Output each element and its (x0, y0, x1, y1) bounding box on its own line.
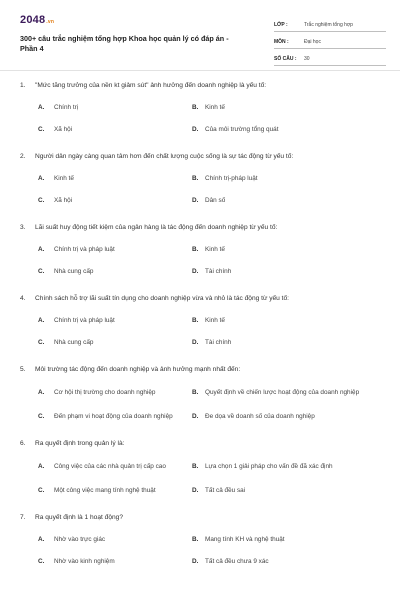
question-4 (20, 294, 390, 303)
question-text: Người dân ngày càng quan tâm hơn đến chất lượng cuộc sống là sự tác động từ yếu tố: (35, 153, 294, 160)
option-letter: A. (38, 317, 45, 324)
option-row (20, 125, 390, 134)
question-text: Môi trường tác động đến doanh nghiệp và ảnh hưởng mạnh nhất đến: (35, 366, 241, 373)
option-b[interactable] (192, 462, 370, 471)
option-row (20, 338, 390, 347)
option-b[interactable] (192, 388, 370, 397)
option-letter: B. (192, 104, 199, 111)
option-letter: C. (38, 413, 45, 420)
option-b[interactable] (192, 103, 370, 112)
option-letter: B. (192, 463, 199, 470)
option-a[interactable] (20, 535, 192, 544)
option-c[interactable] (20, 486, 192, 495)
option-text: Nhà cung cấp (54, 268, 94, 275)
option-letter: D. (192, 487, 199, 494)
question-number: 5. (20, 366, 26, 373)
question-text: Chính sách hỗ trợ lãi suất tín dụng cho doanh nghiệp vừa và nhỏ là tác động từ yếu tố: (35, 295, 289, 302)
option-a[interactable] (20, 462, 192, 471)
option-a[interactable] (20, 103, 192, 112)
meta-row-subject (274, 35, 386, 49)
option-c[interactable] (20, 412, 192, 421)
document-title: 300+ câu trắc nghiệm tổng hợp Khoa học quản lý có đáp án - Phần 4 (20, 34, 229, 53)
option-b[interactable] (192, 535, 370, 544)
option-a[interactable] (20, 316, 192, 325)
option-letter: B. (192, 317, 199, 324)
option-letter: C. (38, 558, 45, 565)
option-text: Tài chính (205, 339, 232, 346)
option-text: Xã hội (54, 197, 73, 204)
option-letter: B. (192, 246, 199, 253)
option-letter: D. (192, 126, 199, 133)
question-1 (20, 81, 390, 90)
meta-key: LỚP : (274, 22, 288, 28)
option-c[interactable] (20, 196, 192, 205)
option-b[interactable] (192, 316, 370, 325)
option-text: Lựa chọn 1 giải pháp cho vấn đề đã xác định (205, 463, 333, 470)
option-text: Cơ hội thị trường cho doanh nghiệp (54, 389, 156, 396)
option-text: Chính trị-pháp luật (205, 175, 258, 182)
option-a[interactable] (20, 174, 192, 183)
meta-value: Đại học (304, 39, 321, 45)
option-text: Kinh tế (205, 104, 225, 111)
option-letter: A. (38, 175, 45, 182)
option-text: Kinh tế (205, 317, 225, 324)
option-text: Chính trị và pháp luật (54, 317, 115, 324)
option-letter: C. (38, 268, 45, 275)
option-text: Một công việc mang tính nghệ thuật (54, 487, 156, 494)
site-logo[interactable] (20, 14, 54, 26)
option-letter: B. (192, 536, 199, 543)
option-text: Chính trị (54, 104, 79, 111)
question-number: 6. (20, 440, 26, 447)
option-d[interactable] (192, 125, 370, 134)
question-5 (20, 365, 390, 374)
question-text: Ra quyết định là 1 hoạt động? (35, 514, 123, 521)
option-b[interactable] (192, 174, 370, 183)
option-row (20, 245, 390, 254)
option-c[interactable] (20, 267, 192, 276)
option-text: Nhờ vào trực giác (54, 536, 106, 543)
option-letter: C. (38, 197, 45, 204)
option-text: Mang tính KH và nghệ thuật (205, 536, 285, 543)
meta-key: SỐ CÂU : (274, 56, 297, 62)
option-letter: D. (192, 413, 199, 420)
option-b[interactable] (192, 245, 370, 254)
option-c[interactable] (20, 557, 192, 566)
option-letter: A. (38, 536, 45, 543)
option-text: Đến phạm vi hoạt động của doanh nghiệp (54, 413, 173, 420)
option-letter: A. (38, 463, 45, 470)
option-c[interactable] (20, 338, 192, 347)
question-number: 3. (20, 224, 26, 231)
meta-row-class (274, 18, 386, 32)
meta-row-count (274, 52, 386, 66)
option-d[interactable] (192, 338, 370, 347)
option-letter: A. (38, 389, 45, 396)
question-number: 4. (20, 295, 26, 302)
meta-value: 30 (304, 56, 310, 62)
option-text: Kinh tế (205, 246, 225, 253)
option-letter: D. (192, 339, 199, 346)
option-d[interactable] (192, 412, 370, 421)
option-c[interactable] (20, 125, 192, 134)
option-a[interactable] (20, 388, 192, 397)
option-letter: A. (38, 104, 45, 111)
question-number: 1. (20, 82, 26, 89)
option-row (20, 196, 390, 205)
question-text: Ra quyết định trong quản lý là: (35, 440, 125, 447)
option-d[interactable] (192, 486, 370, 495)
option-text: Quyết định về chiến lược hoạt động của doanh nghiệp (205, 389, 360, 396)
option-letter: D. (192, 558, 199, 565)
document-meta (274, 18, 386, 69)
option-d[interactable] (192, 267, 370, 276)
option-text: Nhà cung cấp (54, 339, 94, 346)
question-text: Lãi suất huy động tiết kiệm của ngân hàng là tác động đến doanh nghiệp từ yếu tố: (35, 224, 278, 231)
option-row (20, 174, 390, 183)
meta-key: MÔN : (274, 39, 289, 45)
question-7 (20, 513, 390, 522)
option-letter: A. (38, 246, 45, 253)
option-text: Tất cả đều sai (205, 487, 246, 494)
option-text: Dân số (205, 197, 226, 204)
option-letter: C. (38, 487, 45, 494)
option-a[interactable] (20, 245, 192, 254)
option-d[interactable] (192, 557, 370, 566)
question-number: 7. (20, 514, 26, 521)
option-text: Tài chính (205, 268, 232, 275)
option-text: Công việc của các nhà quản trị cấp cao (54, 463, 166, 470)
option-text: Kinh tế (54, 175, 74, 182)
logo-suffix: .vn (46, 19, 55, 25)
option-row (20, 486, 390, 495)
option-text: Xã hội (54, 126, 73, 133)
option-text: Đe dọa về doanh số của doanh nghiệp (205, 413, 315, 420)
option-text: Của môi trường tổng quát (205, 126, 279, 133)
option-text: Chính trị và pháp luật (54, 246, 115, 253)
question-3 (20, 223, 390, 232)
logo-text: 2048 (20, 14, 46, 26)
option-letter: D. (192, 197, 199, 204)
option-row (20, 535, 390, 544)
option-row (20, 412, 390, 421)
header-divider (0, 70, 400, 71)
option-row (20, 388, 390, 397)
option-row (20, 462, 390, 471)
option-letter: B. (192, 175, 199, 182)
option-letter: B. (192, 389, 199, 396)
option-letter: D. (192, 268, 199, 275)
meta-value: Trắc nghiệm tổng hợp (304, 22, 353, 28)
option-text: Nhờ vào kinh nghiệm (54, 558, 115, 565)
option-text: Tất cả đều chưa 9 xác (205, 558, 269, 565)
option-letter: C. (38, 126, 45, 133)
question-number: 2. (20, 153, 26, 160)
option-d[interactable] (192, 196, 370, 205)
option-letter: C. (38, 339, 45, 346)
option-row (20, 316, 390, 325)
option-row (20, 103, 390, 112)
question-6 (20, 439, 390, 448)
question-2 (20, 152, 390, 161)
option-row (20, 557, 390, 566)
document-header (20, 8, 386, 78)
option-row (20, 267, 390, 276)
question-text: "Mức tăng trưởng của nền kt giảm sút" ảnh hưởng đến doanh nghiệp là yếu tố: (35, 82, 267, 89)
